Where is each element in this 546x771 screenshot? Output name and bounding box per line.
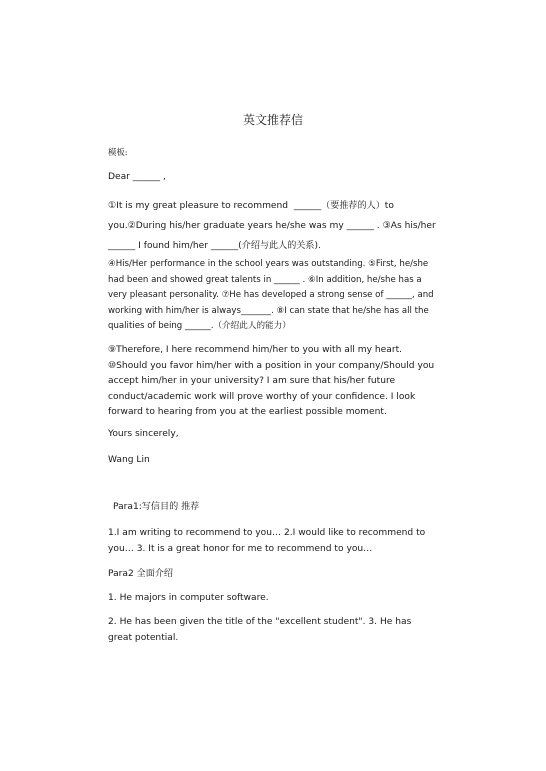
page-title: 英文推荐信 bbox=[242, 113, 303, 127]
para1-text: 1.I am writing to recommend to you… 2.I would like to recommend to you… 3. It is a great honor for me to recommend to you… bbox=[108, 528, 429, 554]
template-label: 模板: bbox=[108, 147, 128, 157]
closing: Yours sincerely, bbox=[108, 429, 179, 439]
paragraph-3: ⑨Therefore, I here recommend him/her to you with all my heart. ⑩Should you favor him/her with a position in your company/Should you accept him/her in your university? I am sure that his/her future conduct/academic work will prove worthy of your confidence. I look forward to hearing from you at the earliest possible moment. bbox=[108, 345, 438, 417]
paragraph-2: ④His/Her performance in the school years was outstanding. ⑤First, he/she had been and showed great talents in ______ . ⑥In addition, he/she has a very pleasant personality. ⑦He has developed a strong sense of ______, and working with him/her is always_______. ⑧I can state that he/she has all the qualities of being ______.（介绍此人的能力） bbox=[108, 259, 437, 331]
salutation: Dear ______ , bbox=[108, 172, 166, 182]
para2-item-2: 2. He has been given the title of the "excellent student". 3. He has great potential. bbox=[108, 617, 415, 643]
para2-item-1: 1. He majors in computer software. bbox=[108, 593, 269, 603]
para2-heading: Para2 全面介绍 bbox=[108, 569, 174, 579]
para1-heading: Para1:写信目的 推荐 bbox=[113, 502, 200, 512]
signature: Wang Lin bbox=[108, 455, 150, 465]
paragraph-1: ①It is my great pleasure to recommend ______（要推荐的人）to you.②During his/her graduate years he/she was my ______ . ③As his/her ______ I found him/her ______(介绍与此人的关系). bbox=[108, 201, 439, 251]
